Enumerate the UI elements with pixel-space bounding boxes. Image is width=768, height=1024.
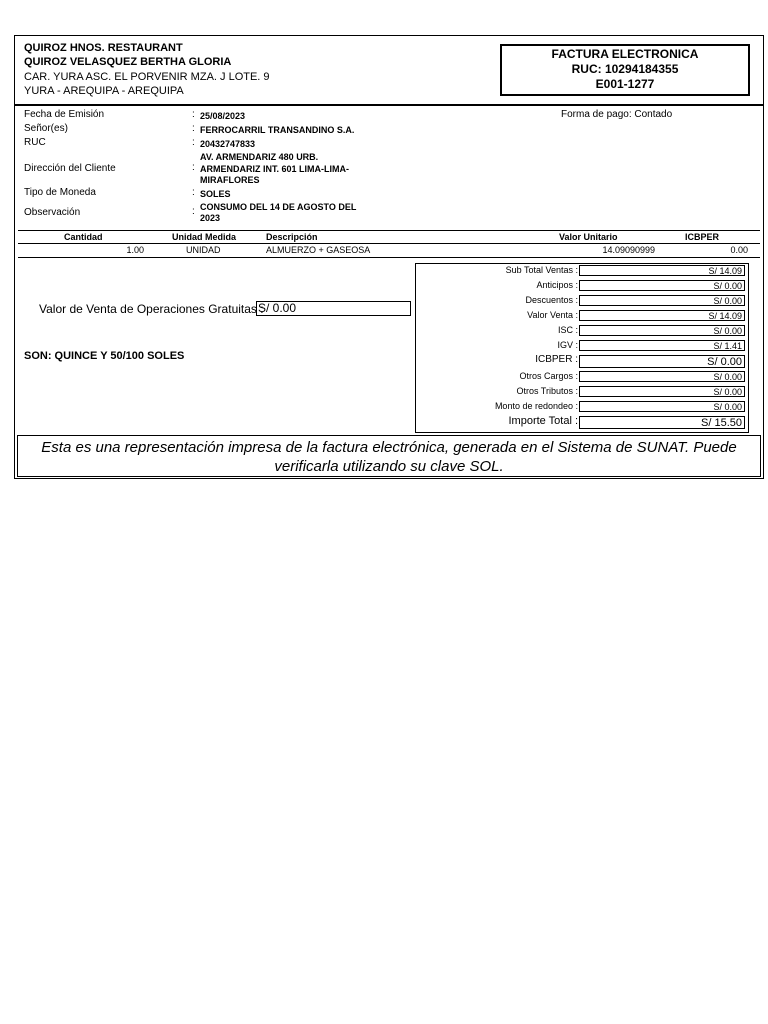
observacion-label: Observación	[24, 207, 81, 218]
total-value: S/ 14.09	[579, 310, 745, 321]
totals-box	[415, 263, 749, 433]
emisor-trade-name: QUIROZ HNOS. RESTAURANT	[24, 42, 183, 54]
col-unidad: Unidad Medida	[172, 232, 237, 242]
col-valor-unitario: Valor Unitario	[559, 232, 618, 242]
forma-pago: Forma de pago: Contado	[561, 109, 673, 120]
ruc-label: RUC	[24, 137, 46, 148]
table-header-border	[18, 243, 760, 244]
total-label: Otros Tributos :	[516, 386, 578, 396]
total-value: S/ 0.00	[579, 295, 745, 306]
gratuitas-label: Valor de Venta de Operaciones Gratuitas :	[39, 302, 264, 316]
col-icbper: ICBPER	[685, 232, 720, 242]
total-row-subtotal	[416, 264, 750, 279]
col-descripcion: Descripción	[266, 232, 318, 242]
total-value: S/ 0.00	[579, 401, 745, 412]
row-cantidad: 1.00	[126, 245, 144, 255]
direccion-label: Dirección del Cliente	[24, 163, 116, 174]
direccion-line2: ARMENDARIZ INT. 601 LIMA-LIMA-	[200, 164, 349, 174]
col-cantidad: Cantidad	[64, 232, 103, 242]
senor-label: Señor(es)	[24, 123, 68, 134]
total-value: S/ 14.09	[579, 265, 745, 276]
emisor-legal-name: QUIROZ VELASQUEZ BERTHA GLORIA	[24, 56, 232, 68]
total-row-importe-total	[416, 415, 750, 430]
total-row-anticipos	[416, 279, 750, 294]
total-label: Importe Total :	[508, 415, 578, 427]
emisor-address: CAR. YURA ASC. EL PORVENIR MZA. J LOTE. 9	[24, 71, 270, 83]
total-value: S/ 1.41	[579, 340, 745, 351]
gratuitas-value: S/ 0.00	[256, 301, 411, 316]
colon: :	[192, 137, 195, 148]
header-divider	[15, 104, 763, 106]
table-bottom-border	[18, 257, 760, 258]
colon: :	[192, 109, 195, 120]
total-row-igv	[416, 339, 750, 354]
moneda-label: Tipo de Moneda	[24, 187, 96, 198]
row-unidad: UNIDAD	[186, 245, 221, 255]
emisor-location: YURA - AREQUIPA - AREQUIPA	[24, 85, 184, 97]
sunat-disclaimer: Esta es una representación impresa de la factura electrónica, generada en el Sistema de SUNAT. Puede verificarla utilizando su clave SOL.	[17, 435, 761, 477]
observacion-line1: CONSUMO DEL 14 DE AGOSTO DEL	[200, 202, 357, 212]
total-label: ISC :	[557, 325, 578, 335]
document-type: FACTURA ELECTRONICA	[551, 47, 699, 61]
total-label: IGV :	[557, 340, 578, 350]
moneda-value: SOLES	[200, 189, 231, 199]
colon: :	[192, 162, 195, 173]
total-label: ICBPER :	[535, 354, 578, 365]
total-row-icbper	[416, 354, 750, 369]
document-ruc: RUC: 10294184355	[571, 62, 679, 76]
table-top-border	[18, 230, 760, 231]
colon: :	[192, 187, 195, 198]
colon: :	[192, 123, 195, 134]
senor-value: FERROCARRIL TRANSANDINO S.A.	[200, 125, 355, 135]
observacion-line2: 2023	[200, 213, 221, 223]
total-value: S/ 0.00	[579, 325, 745, 336]
document-id-box	[500, 44, 750, 96]
row-descripcion: ALMUERZO + GASEOSA	[266, 245, 371, 255]
fecha-label: Fecha de Emisión	[24, 109, 105, 120]
document-number: E001-1277	[595, 77, 655, 91]
total-row-valor-venta	[416, 309, 750, 324]
amount-in-words: SON: QUINCE Y 50/100 SOLES	[24, 350, 185, 362]
total-value: S/ 15.50	[579, 416, 745, 429]
total-value: S/ 0.00	[579, 355, 745, 368]
total-label: Otros Cargos :	[519, 371, 578, 381]
total-value: S/ 0.00	[579, 386, 745, 397]
total-row-isc	[416, 324, 750, 339]
row-icbper: 0.00	[730, 245, 748, 255]
total-label: Monto de redondeo :	[494, 401, 578, 411]
invoice-document	[14, 35, 764, 479]
total-row-redondeo	[416, 400, 750, 415]
total-label: Valor Venta :	[527, 310, 578, 320]
ruc-value: 20432747833	[200, 139, 256, 149]
total-value: S/ 0.00	[579, 280, 745, 291]
total-label: Anticipos :	[536, 280, 578, 290]
total-label: Descuentos :	[525, 295, 578, 305]
total-row-otros-tributos	[416, 385, 750, 400]
direccion-line3: MIRAFLORES	[200, 175, 260, 185]
total-value: S/ 0.00	[579, 371, 745, 382]
total-label: Sub Total Ventas :	[505, 265, 578, 275]
fecha-value: 25/08/2023	[200, 111, 246, 121]
row-valor-unitario: 14.09090999	[602, 245, 655, 255]
total-row-otros-cargos	[416, 370, 750, 385]
direccion-line1: AV. ARMENDARIZ 480 URB.	[200, 152, 319, 162]
total-row-descuentos	[416, 294, 750, 309]
colon: :	[192, 206, 195, 217]
